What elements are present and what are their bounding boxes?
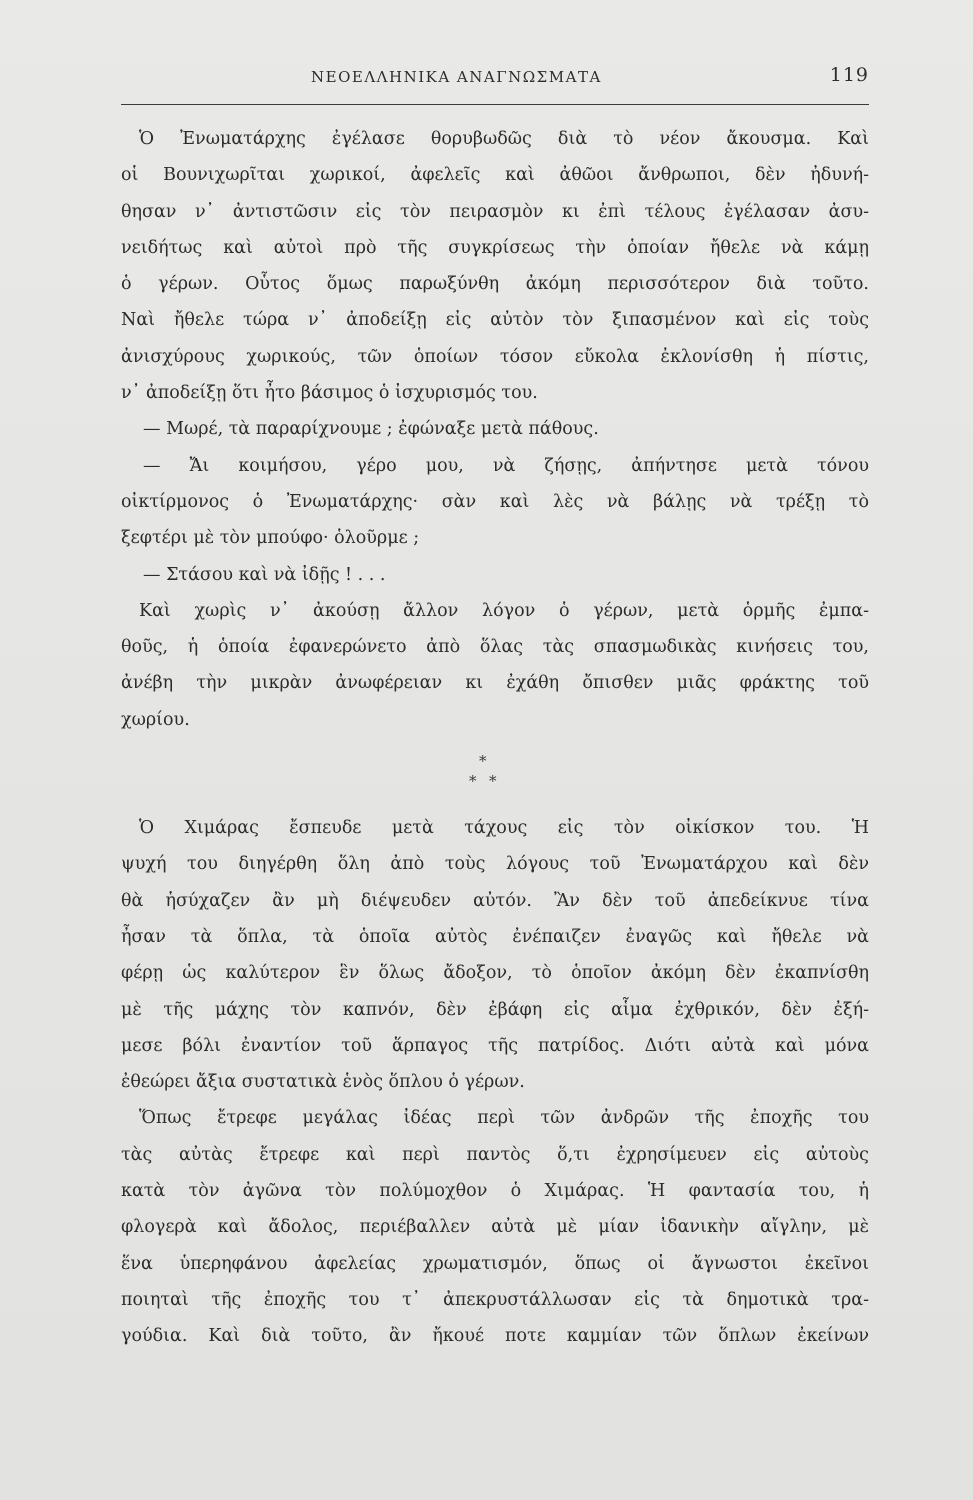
paragraph-3	[121, 810, 869, 1100]
body-text	[121, 121, 869, 1355]
text-line: ὁ γέρων. Οὗτος ὅμως παρωξύνθη ἀκόμη περισσότερον διὰ τοῦτο.	[121, 274, 869, 295]
text-line: θὰ ἡσύχαζεν ἂν μὴ διέψευδεν αὐτόν. Ἂν δὲν τοῦ ἀπεδείκνυε τίνα	[121, 890, 869, 911]
text-line: τὰς αὐτὰς ἔτρεφε καὶ περὶ παντὸς ὅ,τι ἐχρησίμευεν εἰς αὐτοὺς	[121, 1144, 869, 1165]
separator-star: *	[469, 772, 477, 791]
separator-star: *	[489, 772, 497, 791]
text-line: θοῦς, ἡ ὁποία ἐφανερώνετο ἀπὸ ὅλας τὰς σπασμωδικὰς κινήσεις του,	[121, 637, 869, 658]
paragraph-2	[121, 593, 869, 738]
dialog-line-2	[121, 448, 869, 557]
text-line: Ὁ Ἐνωματάρχης ἐγέλασε θορυβωδῶς διὰ τὸ νέον ἄκουσμα. Καὶ	[139, 129, 869, 149]
text-line: μὲ τῆς μάχης τὸν καπνόν, δὲν ἐβάφη εἰς αἷμα ἐχθρικόν, δὲν ἐξή-	[121, 999, 869, 1020]
page-header	[121, 60, 869, 105]
text-line: ψυχή του διηγέρθη ὅλη ἀπὸ τοὺς λόγους τοῦ Ἐνωματάρχου καὶ δὲν	[121, 854, 869, 875]
text-line: ἕνα ὑπερηφάνου ἀφελείας χρωματισμόν, ὅπως οἱ ἄγνωστοι ἐκεῖνοι	[121, 1253, 869, 1274]
text-line: ἀνισχύρους χωρικούς, τῶν ὁποίων τόσον εὔκολα ἐκλονίσθη ἡ πίστις,	[121, 346, 869, 367]
text-line: — Ἄι κοιμήσου, γέρο μου, νὰ ζήσῃς, ἀπήντησε μετὰ τόνου	[143, 455, 869, 476]
text-line: — Μωρέ, τὰ παραρίχνουμε ; ἐφώναξε μετὰ πάθους.	[143, 419, 599, 440]
text-line: ποιηταὶ τῆς ἐποχῆς του τ᾽ ἀπεκρυστάλλωσαν εἰς τὰ δημοτικὰ τρα-	[121, 1289, 869, 1310]
text-line: νειδήτως καὶ αὐτοὶ πρὸ τῆς συγκρίσεως τὴν ὁποίαν ἤθελε νὰ κάμῃ	[121, 237, 869, 258]
paragraph-1	[121, 121, 869, 411]
text-line: ἀνέβη τὴν μικρὰν ἀνωφέρειαν κι ἐχάθη ὄπισθεν μιᾶς φράκτης τοῦ	[121, 673, 869, 694]
text-line: ξεφτέρι μὲ τὸν μπούφο· ὁλοῦρμε ;	[121, 528, 420, 549]
text-line: φέρῃ ὡς καλύτερον ἓν ὅλως ἄδοξον, τὸ ὁποῖον ἀκόμη δὲν ἐκαπνίσθη	[121, 963, 869, 984]
text-line: Ὅπως ἔτρεφε μεγάλας ἰδέας περὶ τῶν ἀνδρῶν τῆς ἐποχῆς του	[139, 1108, 869, 1129]
text-line: κατὰ τὸν ἀγῶνα τὸν πολύμοχθον ὁ Χιμάρας. Ἡ φαντασία του, ἡ	[121, 1181, 869, 1202]
paragraph-4	[121, 1100, 869, 1354]
text-line: Καὶ χωρὶς ν᾽ ἀκούσῃ ἄλλον λόγον ὁ γέρων, μετὰ ὁρμῆς ἐμπα-	[139, 600, 869, 621]
text-line: ἦσαν τὰ ὅπλα, τὰ ὁποῖα αὐτὸς ἐνέπαιζεν ἐναγῶς καὶ ἤθελε νὰ	[121, 926, 869, 947]
text-line: οἰκτίρμονος ὁ Ἐνωματάρχης· σὰν καὶ λὲς νὰ βάλῃς νὰ τρέξῃ τὸ	[121, 491, 869, 512]
running-title: ΝΕΟΕΛΛΗΝΙΚΑ ΑΝΑΓΝΩΣΜΑΤΑ	[311, 68, 602, 86]
text-line: — Στάσου καὶ νὰ ἰδῇς ! . . .	[143, 564, 386, 585]
separator-star: *	[479, 752, 487, 771]
text-line: οἱ Βουνιχωρῖται χωρικοί, ἀφελεῖς καὶ ἀθῶοι ἄνθρωποι, δὲν ἠδυνή-	[121, 165, 869, 186]
dialog-line-1	[121, 411, 869, 447]
text-line: μεσε βόλι ἐναντίον τοῦ ἅρπαγος τῆς πατρίδος. Διότι αὐτὰ καὶ μόνα	[121, 1035, 869, 1056]
text-line: ν᾽ ἀποδείξῃ ὅτι ἦτο βάσιμος ὁ ἰσχυρισμός του.	[121, 383, 538, 404]
page-number: 119	[829, 64, 869, 86]
dialog-line-3	[121, 557, 869, 593]
text-line: ἐθεώρει ἄξια συστατικὰ ἑνὸς ὅπλου ὁ γέρων.	[121, 1072, 525, 1093]
text-line: θησαν ν᾽ ἀντιστῶσιν εἰς τὸν πειρασμὸν κι ἐπὶ τέλους ἐγέλασαν ἀσυ-	[121, 201, 869, 222]
text-line: χωρίου.	[121, 709, 190, 730]
text-line: Ναὶ ἤθελε τώρα ν᾽ ἀποδείξῃ εἰς αὐτὸν τὸν ξιπασμένον καὶ εἰς τοὺς	[121, 310, 869, 331]
text-line: Ὁ Χιμάρας ἔσπευδε μετὰ τάχους εἰς τὸν οἰκίσκον του. Ἡ	[139, 818, 869, 839]
section-separator	[121, 738, 869, 810]
text-line: φλογερὰ καὶ ἄδολος, περιέβαλλεν αὐτὰ μὲ μίαν ἰδανικὴν αἴγλην, μὲ	[121, 1217, 869, 1238]
text-line: γούδια. Καὶ διὰ τοῦτο, ἂν ἤκουέ ποτε καμμίαν τῶν ὅπλων ἐκείνων	[121, 1326, 869, 1347]
